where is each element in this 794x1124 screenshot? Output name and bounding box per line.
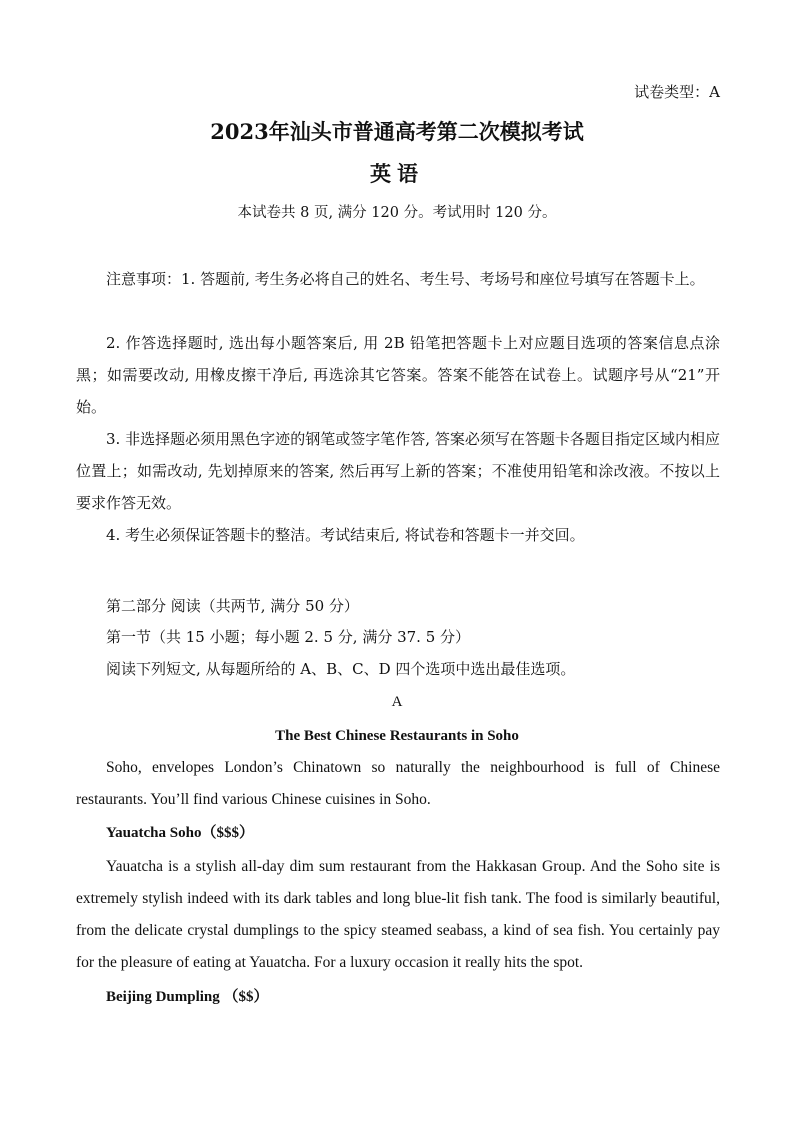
- restaurant-2-name: Beijing Dumpling （$$）: [106, 989, 269, 1005]
- note-item-3: 3. 非选择题必须用黑色字迹的钢笔或签字笔作答, 答案必须写在答题卡各题目指定区域内相应位置上；如需改动, 先划掉原来的答案, 然后再写上新的答案；不准使用铅笔和涂改液。不按以上要求作答无效。: [76, 430, 720, 512]
- restaurant-1-name: Yauatcha Soho（$$$）: [106, 825, 254, 841]
- note-item-2: 2. 作答选择题时, 选出每小题答案后, 用 2B 铅笔把答题卡上对应题目选项的答案信息点涂黑；如需要改动, 用橡皮擦干净后, 再选涂其它答案。答案不能答在试卷上。试题序号从“21”开始。: [76, 334, 720, 416]
- passage-intro: Soho, envelopes London’s Chinatown so naturally the neighbourhood is full of Chinese restaurants. You’ll find various Chinese cuisines in Soho.: [76, 759, 720, 808]
- restaurant-1-description: Yauatcha is a stylish all-day dim sum restaurant from the Hakkasan Group. And the Soho site is extremely stylish indeed with its dark tables and long blue-lit fish tank. The food is similarly beautiful, from the delicate crystal dumplings to the spicy steamed seabass, a kind of sea fish. You certainly pay for the pleasure of eating at Yauatcha. For a luxury occasion it really hits the spot.: [76, 858, 720, 971]
- exam-info: 本试卷共 8 页, 满分 120 分。考试用时 120 分。: [237, 205, 557, 221]
- exam-title: 2023年汕头市普通高考第二次模拟考试: [210, 119, 584, 144]
- paper-type-label: 试卷类型：A: [634, 83, 720, 101]
- note-item-4: 4. 考生必须保证答题卡的整洁。考试结束后, 将试卷和答题卡一并交回。: [106, 526, 585, 544]
- note-item-1: 注意事项：1. 答题前, 考生务必将自己的姓名、考生号、考场号和座位号填写在答题卡上。: [106, 270, 705, 288]
- subject-title: 英语: [370, 161, 424, 186]
- part-heading: 第二部分 阅读（共两节, 满分 50 分）: [106, 597, 359, 615]
- passage-label: A: [391, 694, 403, 710]
- passage-title: The Best Chinese Restaurants in Soho: [275, 728, 519, 744]
- subsection-heading: 第一节（共 15 小题；每小题 2. 5 分, 满分 37. 5 分）: [106, 628, 471, 646]
- reading-instruction: 阅读下列短文, 从每题所给的 A、B、C、D 四个选项中选出最佳选项。: [106, 660, 576, 678]
